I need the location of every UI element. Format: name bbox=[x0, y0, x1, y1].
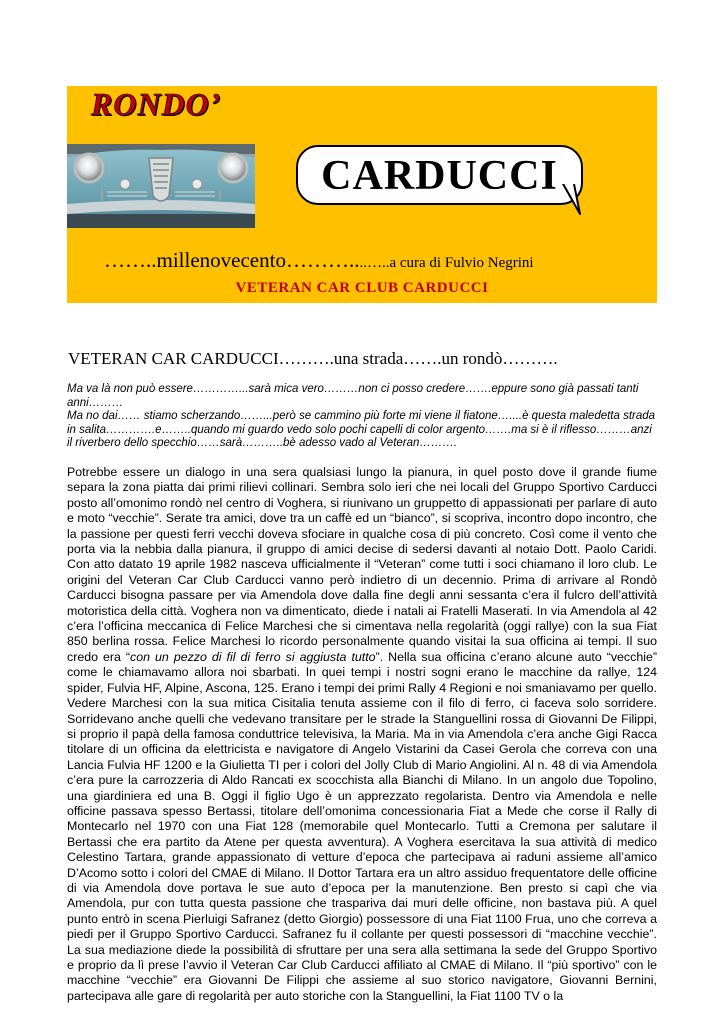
carducci-title: CARDUCCI bbox=[321, 153, 558, 199]
body-text-part1: Potrebbe essere un dialogo in una sera qualsiasi lungo la pianura, in quel posto dove il grande fiume separa la zona piatta dai primi rilievi collinari. Sembra solo ieri che nei locali del Gruppo Sportivo Carducci posto all’omonimo rondò nel centro di Voghera, si riunivano un gruppetto di appassionati per parlare di auto e moto “vecchie”. Serate tra amici, dove tra un caffè ed un “bianco”, si scopriva, incontro dopo incontro, che la passione per questi ferri vecchi doveva sfociare in qualche cosa di più concreto. Così come il vento che porta via la nebbia dalla pianura, il gruppo di amici decise di sedersi davanti al notaio Dott. Paolo Caridi. Con atto datato 19 aprile 1982 nasceva ufficialmente il “Veteran” come tutti i soci chiamano il loro club. Le origini del Veteran Car Club Carducci vanno però indietro di un decennio. Prima di arrivare al Rondò Carducci bisogna passare per via Amendola dove dalla fine degli anni sessanta c’era il fulcro dell’attività motoristica della città. Voghera non va dimenticato, diede i natali ai Fratelli Maserati. In via Amendola al 42 c’era l’officina meccanica di Felice Marchesi che si cimentava nella regolarità (oggi rallye) con la sua Fiat 850 berlina rossa. Felice Marchesi lo ricordo personalmente quando visitai la sua officina ai tempi. Il suo credo era “ bbox=[67, 465, 657, 664]
rondo-title: RONDO’ bbox=[91, 86, 222, 122]
body-text-part2: ”. Nella sua officina c’erano alcune auto “vecchie” come le chiamavamo allora noi sbarbati. In quei tempi i nostri sogni erano le macchine da rallye, 124 spider, Fulvia HF, Alpine, Ascona, 125. Erano i tempi dei primi Rally 4 Regioni e noi smaniavamo per quello. Vedere Marchesi con la sua mitica Cisitalia tenuta assieme con il filo di ferro, ci faceva solo sorridere. Sorridevano anche quelli che vedevano transitare per le strade la Stanguellini rossa di Giovanni De Filippi, si proprio il papà della famosa conduttrice televisiva, la Maria. Ma in via Amendola c’era anche Gigi Racca titolare di un officina da elettricista e navigatore di Angelo Vistarini da Casei Gerola che correva con una Lancia Fulvia HF 1200 e la Giulietta TI per i colori del Jolly Club di Mario Angiolini. Al n. 48 di via Amendola c’era pure la carrozzeria di Aldo Rancati ex scocchista alla Bianchi di Milano. In un angolo due Topolino, una giardiniera ed una B. Oggi il figlio Ugo è un apprezzato regolarista. Dentro via Amendola e nelle officine passava spesso Bertassi, titolare dell’omonima concessionaria Fiat a Mede che corse il Rally di Montecarlo nel 1970 con una Fiat 128 (memorabile quel Montecarlo. Tutti a Cremona per salutare il Bertassi che era partito da Atene per questa avventura). A Voghera esercitava la sua attività di medico Celestino Tartara, grande appassionato di vetture d’epoca che partecipava ai raduni assieme all’amico D’Acomo sotto i colori del CMAE di Milano. Il Dottor Tartara era un altro assiduo frequentatore delle officine di via Amendola dove portava le sue auto d’epoca per la manutenzione. Ben presto si capì che via Amendola, pur con tutta questa passione che traspariva dai muri delle officine, non bastava più. A quel punto entrò in scena Pierluigi Safranez (detto Giorgio) possessore di una Fiat 1100 Frua, uno che correva a piedi per il Gruppo Sportivo Carducci. Safranez fu il collante per questi possessori di “macchine vecchie”. La sua mediazione diede la possibilità di sfruttare per una sera alla settimana la sede del Gruppo Sportivo e proprio da lì prese l’avvio il Veteran Car Club Carducci affiliato al CMAE di Milano. Il “più sportivo” con le macchine “vecchie” era Giovanni De Filippi che assieme al suo storico navigatore, Giovanni Bernini, partecipava alle gare di regolarità per auto storiche con la Stanguellini, la Fiat 1100 TV o la bbox=[67, 649, 657, 1003]
tagline bbox=[104, 248, 534, 273]
carducci-speech-bubble bbox=[296, 145, 583, 205]
article-heading: VETERAN CAR CARDUCCI……….una strada…….un rondò………. bbox=[68, 349, 558, 368]
article-body bbox=[67, 465, 657, 1004]
tagline-author: ..…..a cura di Fulvio Negrini bbox=[359, 255, 534, 271]
intro-line: Ma va là non può essere…………...sarà mica vero………non ci posso credere…….eppure sono già passati tanti anni……… bbox=[67, 383, 639, 409]
car-front-illustration bbox=[67, 144, 255, 228]
body-quote: con un pezzo di fil di ferro si aggiusta tutto bbox=[130, 649, 376, 664]
club-name: VETERAN CAR CLUB CARDUCCI bbox=[235, 280, 489, 296]
intro-line: Ma no dai…… stiamo scherzando……...però se cammino più forte mi viene il fiatone…....è questa maledetta strada in salita………….e……..quando mi guardo vedo solo pochi capelli di color argento…….ma si è il riflesso………anzi il riverbero dello specchio……sarà………..bè adesso vado al Veteran………. bbox=[67, 410, 656, 449]
tagline-main: ……..millenovecento……….. bbox=[104, 248, 360, 272]
speech-bubble-tail bbox=[560, 180, 600, 220]
body-paragraph bbox=[67, 465, 657, 1004]
intro-dialogue bbox=[67, 383, 657, 451]
car-photo bbox=[67, 144, 255, 228]
